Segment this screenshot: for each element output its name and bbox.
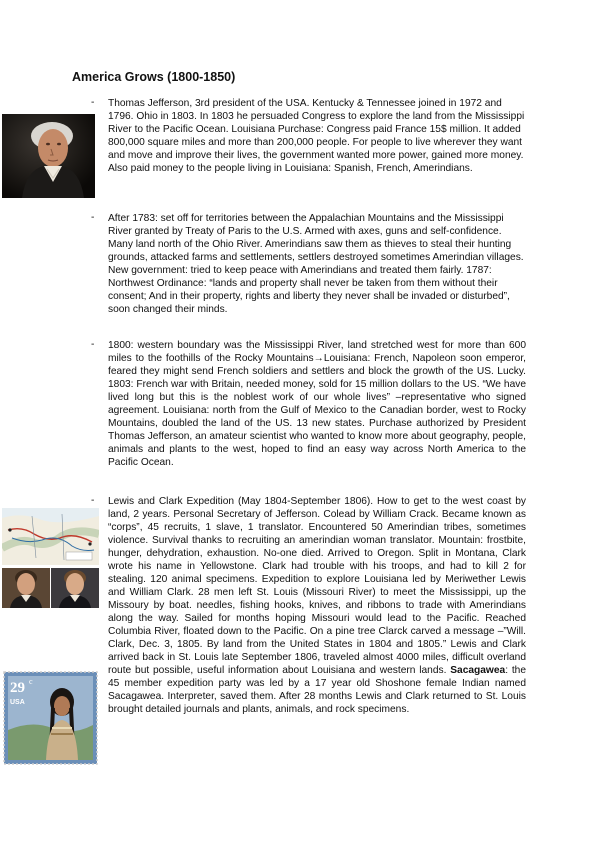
expedition-map-icon	[2, 508, 99, 565]
bullet-dash: -	[91, 97, 95, 108]
paragraph-louisiana: 1800: western boundary was the Mississippi River, land stretched west for more than 600 miles to the foothills of the Rocky Mountains→Louisiana: French, Napoleon soon emperor, feared they might send French soldiers and settlers and block the growth of the US. Lucky. 1803: French war with Britain, needed money, sold for 15 million dollars to the US. “We have lived long but this is the noblest work of our whole lives” –representative who signed agreement. Louisiana: north from the Gulf of Mexico to the Canadian border, west to Rocky Mountains, doubled the land of the US. 13 new states. Purchase authorized by President Thomas Jefferson, an amateur scientist who wanted to know more about geography, people, animals and plants to the west, hoped to find an easy way across North America to the Pacific Ocean.	[108, 340, 526, 468]
bullet-dash: -	[91, 495, 95, 506]
sacagawea-stamp-image	[2, 670, 99, 766]
expedition-map-image	[2, 508, 99, 565]
paragraph-jefferson: Thomas Jefferson, 3rd president of the USA. Kentucky & Tennessee joined in 1972 and 1796. Ohio in 1803. In 1803 he persuaded Congress to explore the land from the Mississippi River to the Pacific Ocean. Louisiana Purchase: Congress paid France 15$ million. It added 800,000 square miles and more than 200,000 people. For people to live wherever they want and move and improve their lives, the government wanted more power, gained more money. Also paid money to the people living in Louisiana: Spanish, French, Amerindians.	[108, 98, 525, 174]
paragraph-lewis-clark	[108, 495, 526, 716]
page-title: America Grows (1800-1850)	[72, 70, 236, 84]
stamp-country: USA	[10, 699, 25, 706]
bullet-dash: -	[91, 339, 95, 350]
sacagawea-bold: Sacagawea	[450, 665, 506, 676]
sacagawea-text: : the 45 member expedition party was led by a 17 year old Shoshone female Indian named Sacagawea. Interpreter, saved them. After 28 months Lewis and Clark returned to St. Louis brought detailed journals and plants, animals, and rock specimens.	[108, 665, 526, 715]
lewis-clark-portraits-image	[2, 568, 99, 608]
lewis-clark-portraits-icon	[2, 568, 99, 608]
lewis-clark-text: Lewis and Clark Expedition (May 1804-September 1806). How to get to the west coast by land, 2 years. Personal Secretary of Jefferson. Colead by William Crack. Became known as “corps”, 45 recruits, 1 slave, 1 translator. Encountered 50 Amerindian tribes, sometimes violence. Survival thanks to recruiting an amerindian woman translator. Mountain: frostbite, hunger, dehydration, exhaustion. No-one died. Arrived to Oregon. Split in Montana, Clark wrote his name in Yellowstone. Clark had trouble with his troops, and had to kill 2 for stealing. 120 animal specimens. Expedition to explore Louisiana led by Meriwether Lewis and William Clark. 28 men left St. Louis (Missouri River) to meet the Mississippi, up the Missoury by boat. needles, fishing hooks, knives, and ribbons to trade with Amerindians along the way. Sailed for months hoping Missouri would lead to the Pacific. Reached Columbia River, floated down to the Pacific. On a pine tree Clarck carved a message –”Will. Clark, Dec. 3, 1805. By land from the United States in 1804 and 1805.” Lewis and Clark arrived back in St. Louis late September 1806, traveled almost 4000 miles, difficult overland route but possible, useful information about Louisiana and western lands.	[108, 496, 526, 676]
bullet-dash: -	[91, 212, 95, 223]
jefferson-portrait-image	[2, 114, 95, 198]
stamp-unit: c	[29, 677, 33, 686]
paragraph-territories: After 1783: set off for territories between the Appalachian Mountains and the Mississippi River granted by Treaty of Paris to the U.S. Armed with axes, guns and self-confidence. Many land north of the Ohio River. Amerindians saw them as thieves to steal their hunting grounds, attacked farms and settlements, settlers destroyed sometimes Amerindian villages. New government: tried to keep peace with Amerindians and treated them fairly. 1787: Northwest Ordinance: “lands and property shall never be taken from them without their consent; And in their property, rights and liberty they never shall be invaded or disturbed”, soon changed their minds.	[108, 213, 524, 315]
jefferson-portrait-icon	[2, 114, 95, 198]
sacagawea-stamp-icon	[2, 670, 99, 766]
stamp-value: 29	[10, 680, 25, 696]
